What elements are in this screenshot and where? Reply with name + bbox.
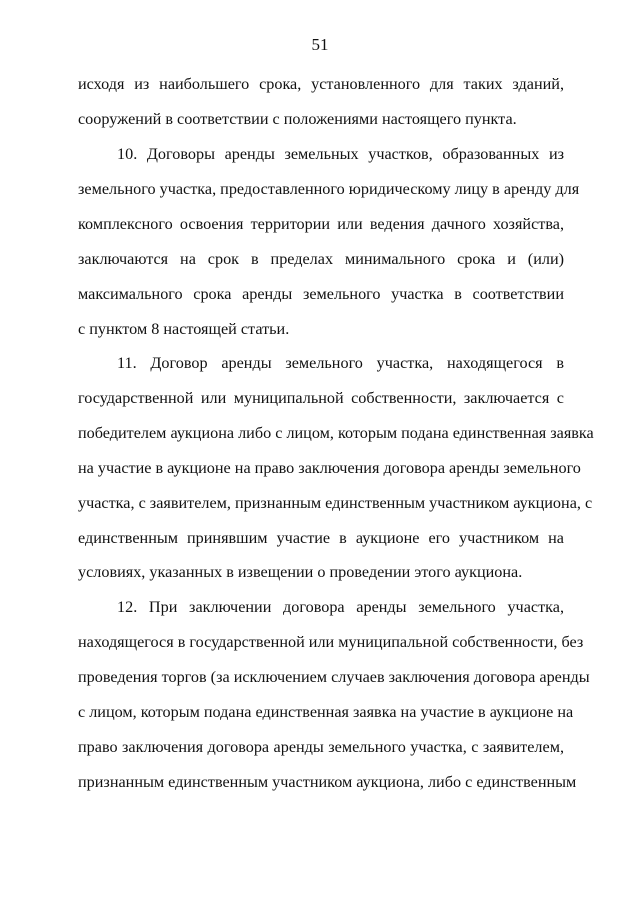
- text-line: признанным единственным участником аукциона, либо с единственным: [78, 773, 577, 791]
- text-line: победителем аукциона либо с лицом, которым подана единственная заявка: [78, 424, 594, 442]
- text-line: на участие в аукционе на право заключения договора аренды земельного: [78, 459, 581, 477]
- text-line: 12. При заключении договора аренды земельного участка,: [117, 598, 564, 616]
- text-line: земельного участка, предоставленного юридическому лицу в аренду для: [78, 180, 580, 198]
- text-line: заключаются на срок в пределах минимального срока и (или): [78, 250, 564, 268]
- text-line: проведения торгов (за исключением случаев заключения договора аренды: [78, 668, 590, 686]
- text-line: условиях, указанных в извещении о проведении этого аукциона.: [78, 563, 523, 581]
- text-line: сооружений в соответствии с положениями настоящего пункта.: [78, 110, 517, 128]
- text-line: 10. Договоры аренды земельных участков, образованных из: [117, 145, 564, 163]
- text-line: государственной или муниципальной собственности, заключается с: [78, 389, 564, 407]
- text-line: право заключения договора аренды земельного участка, с заявителем,: [78, 738, 564, 756]
- text-line: комплексного освоения территории или ведения дачного хозяйства,: [78, 215, 564, 233]
- text-line: с пунктом 8 настоящей статьи.: [78, 320, 290, 338]
- text-line: с лицом, которым подана единственная заявка на участие в аукционе на: [78, 703, 574, 721]
- text-line: единственным принявшим участие в аукционе его участником на: [78, 529, 564, 547]
- text-line: находящегося в государственной или муниципальной собственности, без: [78, 633, 584, 651]
- text-line: 11. Договор аренды земельного участка, находящегося в: [117, 354, 564, 372]
- text-line: максимального срока аренды земельного участка в соответствии: [78, 285, 564, 303]
- text-line: участка, с заявителем, признанным единственным участником аукциона, с: [78, 494, 593, 512]
- text-line: исходя из наибольшего срока, установленного для таких зданий,: [78, 75, 564, 93]
- page-number: 51: [311, 35, 329, 54]
